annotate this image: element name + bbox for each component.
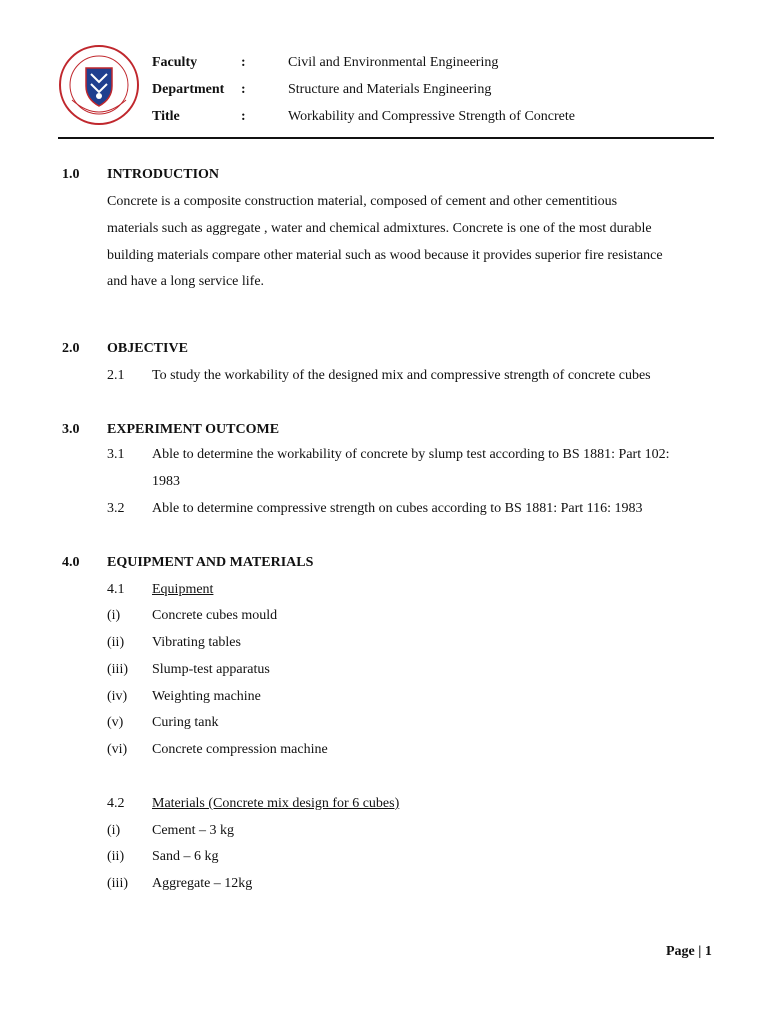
material-list-item: Sand – 6 kg [152,849,219,864]
header-key: Department [152,82,225,97]
equipment-list-item: Slump-test apparatus [152,662,270,677]
list-item-number: (ii) [107,635,125,650]
objective-item: To study the workability of the designed mix and compressive strength of concrete cubes [152,368,651,383]
item-number: 3.2 [107,501,125,516]
item-number: 2.1 [107,368,125,383]
material-list-item: Aggregate – 12kg [152,876,253,891]
equipment-list-item: Vibrating tables [152,635,241,650]
outcome-item: Able to determine the workability of concrete by slump test according to BS 1881: Part 102: [152,447,670,462]
subsection-number: 4.2 [107,796,125,811]
equipment-list-item: Weighting machine [152,689,261,704]
intro-paragraph-line: materials such as aggregate , water and chemical admixtures. Concrete is one of the most durable [107,221,652,236]
equipment-list-item: Concrete cubes mould [152,608,278,623]
header-key: Faculty [152,55,198,70]
equipment-list-item: Curing tank [152,715,219,730]
intro-paragraph-line: Concrete is a composite construction material, composed of cement and other cementitious [107,194,618,209]
material-list-item: Cement – 3 kg [152,823,235,838]
list-item-number: (v) [107,715,124,730]
item-number: 3.1 [107,447,125,462]
section-heading-objective: OBJECTIVE [107,341,188,356]
list-item-number: (vi) [107,742,128,757]
header-value: Workability and Compressive Strength of Concrete [288,109,575,124]
header-colon: : [241,82,246,97]
outcome-item: Able to determine compressive strength on cubes according to BS 1881: Part 116: 1983 [152,501,643,516]
header-colon: : [241,109,246,124]
outcome-item-continuation: 1983 [152,474,180,489]
section-number: 4.0 [62,555,80,570]
uthm-crest-icon [58,44,140,126]
subsection-number: 4.1 [107,582,125,597]
header-key: Title [152,109,180,124]
subsection-title-equipment: Equipment [152,582,214,597]
list-item-number: (iii) [107,662,128,677]
intro-paragraph-line: and have a long service life. [107,274,265,289]
header-value: Structure and Materials Engineering [288,82,492,97]
section-heading-equipment-and-materials: EQUIPMENT AND MATERIALS [107,555,314,570]
section-heading-experiment-outcome: EXPERIMENT OUTCOME [107,422,280,437]
list-item-number: (i) [107,823,121,838]
header-divider [58,137,714,139]
list-item-number: (iii) [107,876,128,891]
equipment-list-item: Concrete compression machine [152,742,328,757]
header-value: Civil and Environmental Engineering [288,55,499,70]
list-item-number: (i) [107,608,121,623]
section-heading-introduction: INTRODUCTION [107,167,220,182]
section-number: 2.0 [62,341,80,356]
list-item-number: (iv) [107,689,128,704]
subsection-title-materials: Materials (Concrete mix design for 6 cubes) [152,796,400,811]
intro-paragraph-line: building materials compare other material such as wood because it provides superior fire resistance [107,248,663,263]
list-item-number: (ii) [107,849,125,864]
page-number: Page | 1 [666,944,712,959]
section-number: 1.0 [62,167,80,182]
header-colon: : [241,55,246,70]
section-number: 3.0 [62,422,80,437]
